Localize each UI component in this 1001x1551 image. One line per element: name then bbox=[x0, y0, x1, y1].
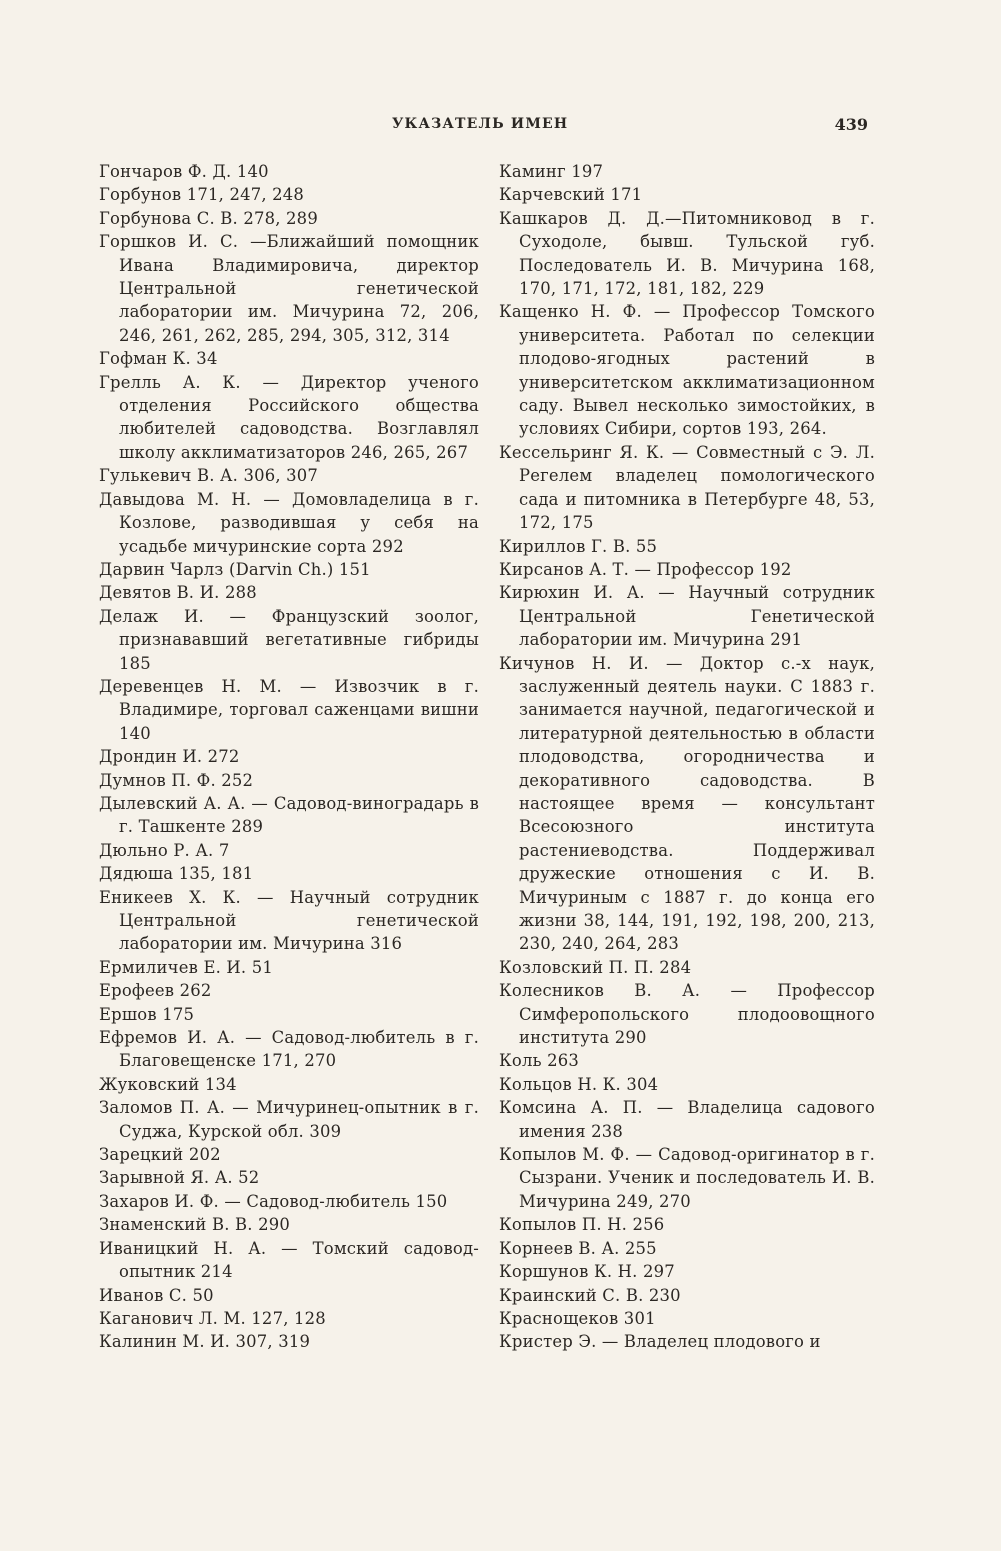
index-entry: Ермиличев Е. И. 51 bbox=[99, 957, 273, 977]
index-entry: Заломов П. А. — Мичуринец-опытник в г. Суджа, Курской обл. 309 bbox=[99, 1098, 479, 1141]
index-entry: Кирюхин И. А. — Научный сотрудник Центральной Генетической лаборатории им. Мичурина 291 bbox=[499, 583, 875, 650]
index-entry: Кристер Э. — Владелец плодового и bbox=[499, 1332, 821, 1352]
index-entry: Калинин М. И. 307, 319 bbox=[99, 1332, 311, 1352]
index-entry: Горбунов 171, 247, 248 bbox=[99, 185, 305, 205]
index-entry: Гулькевич В. А. 306, 307 bbox=[99, 466, 319, 486]
index-entry: Жуковский 134 bbox=[99, 1074, 237, 1094]
index-entry: Горбунова С. В. 278, 289 bbox=[99, 208, 318, 228]
index-entry: Кащенко Н. Ф. — Профессор Томского университета. Работал по селекции плодово-ягодных растений в университетском акклиматизационном саду. Вывел несколько зимостойких, в условиях Сибири, сортов 193, 264. bbox=[499, 302, 875, 439]
index-entry: Дядюша 135, 181 bbox=[99, 864, 254, 884]
index-entry: Козловский П. П. 284 bbox=[499, 957, 692, 977]
index-entry: Комсина А. П. — Владелица садового имения 238 bbox=[499, 1098, 875, 1141]
running-title: УКАЗАТЕЛЬ ИМЕН bbox=[392, 116, 569, 132]
index-entry: Дарвин Чарлз (Darvin Ch.) 151 bbox=[99, 559, 371, 579]
index-entry: Каминг 197 bbox=[499, 162, 604, 181]
index-entry: Захаров И. Ф. — Садовод-любитель 150 bbox=[99, 1191, 448, 1211]
index-entry: Делаж И. — Французский зоолог, признававший вегетативные гибриды 185 bbox=[99, 606, 479, 673]
index-entry: Копылов П. Н. 256 bbox=[499, 1215, 665, 1235]
index-entry: Иванов С. 50 bbox=[99, 1285, 214, 1305]
index-entry: Колесников В. А. — Профессор Симферопольского плодоовощного института 290 bbox=[499, 981, 875, 1048]
index-entry: Коль 263 bbox=[499, 1051, 579, 1071]
index-entry: Зарецкий 202 bbox=[99, 1145, 221, 1165]
index-entry: Кичунов Н. И. — Доктор с.-х наук, заслуженный деятель науки. С 1883 г. занимается научной, педагогической и литературной деятельностью в области плодоводства, огородничества и декоративного садоводства. В настоящее время — консультант Всесоюзного института растениеводства. Поддерживал дружеские отношения с И. В. Мичуриным с 1887 г. до конца его жизни 38, 144, 191, 192, 198, 200, 213, 230, 240, 264, 283 bbox=[499, 653, 875, 954]
page-header bbox=[392, 116, 868, 140]
index-entry: Ерофеев 262 bbox=[99, 981, 212, 1001]
index-entry: Дрондин И. 272 bbox=[99, 747, 240, 767]
index-entry: Корнеев В. А. 255 bbox=[499, 1238, 657, 1258]
index-entry: Коршунов К. Н. 297 bbox=[499, 1262, 675, 1282]
index-entry: Гончаров Ф. Д. 140 bbox=[99, 162, 269, 181]
index-entry: Карчевский 171 bbox=[499, 185, 643, 205]
index-entry: Еникеев Х. К. — Научный сотрудник Центральной генетической лаборатории им. Мичурина 316 bbox=[99, 887, 479, 954]
index-entry: Грелль А. К. — Директор ученого отделения Российского общества любителей садоводства. Возглавлял школу акклиматизаторов 246, 265, 267 bbox=[99, 372, 479, 462]
left-column bbox=[99, 160, 479, 1354]
index-entry: Кашкаров Д. Д.—Питомниковод в г. Суходоле, бывш. Тульской губ. Последователь И. В. Мичурина 168, 170, 171, 172, 181, 182, 229 bbox=[499, 208, 875, 299]
index-entry: Знаменский В. В. 290 bbox=[99, 1215, 290, 1235]
index-entry: Каганович Л. М. 127, 128 bbox=[99, 1308, 326, 1328]
index-entry: Девятов В. И. 288 bbox=[99, 583, 257, 603]
index-entry: Кессельринг Я. К. — Совместный с Э. Л. Регелем владелец помологического сада и питомника в Петербурге 48, 53, 172, 175 bbox=[499, 442, 875, 533]
index-entry: Дюльно Р. А. 7 bbox=[99, 840, 230, 860]
index-entry: Горшков И. С. —Ближайший помощник Ивана Владимировича, директор Центральной генетической лаборатории им. Мичурина 72, 206, 246, 261, 262, 285, 294, 305, 312, 314 bbox=[99, 232, 479, 345]
index-entry: Кирсанов А. Т. — Профессор 192 bbox=[499, 559, 792, 579]
index-entry: Думнов П. Ф. 252 bbox=[99, 770, 254, 790]
right-column bbox=[499, 160, 875, 1354]
index-entry: Гофман К. 34 bbox=[99, 349, 218, 369]
index-entry: Иваницкий Н. А. — Томский садовод-опытник 214 bbox=[99, 1238, 479, 1282]
index-entry: Зарывной Я. А. 52 bbox=[99, 1168, 260, 1188]
index-entry: Ершов 175 bbox=[99, 1004, 195, 1024]
index-entry: Краснощеков 301 bbox=[499, 1308, 656, 1328]
index-entry: Краинский С. В. 230 bbox=[499, 1285, 681, 1305]
index-entry: Ефремов И. А. — Садовод-любитель в г. Благовещенске 171, 270 bbox=[99, 1028, 479, 1071]
index-entry: Кириллов Г. В. 55 bbox=[499, 536, 658, 556]
page-number: 439 bbox=[834, 115, 868, 134]
index-entry: Кольцов Н. К. 304 bbox=[499, 1074, 659, 1094]
index-entry: Деревенцев Н. М. — Извозчик в г. Владимире, торговал саженцами вишни 140 bbox=[99, 676, 479, 743]
index-entry: Копылов М. Ф. — Садовод-оригинатор в г. Сызрани. Ученик и последователь И. В. Мичурина 249, 270 bbox=[499, 1145, 875, 1211]
index-entry: Давыдова М. Н. — Домовладелица в г. Козлове, разводившая у себя на усадьбе мичуринские сорта 292 bbox=[99, 489, 479, 556]
index-entry: Дылевский А. А. — Садовод-виноградарь в г. Ташкенте 289 bbox=[99, 793, 479, 837]
